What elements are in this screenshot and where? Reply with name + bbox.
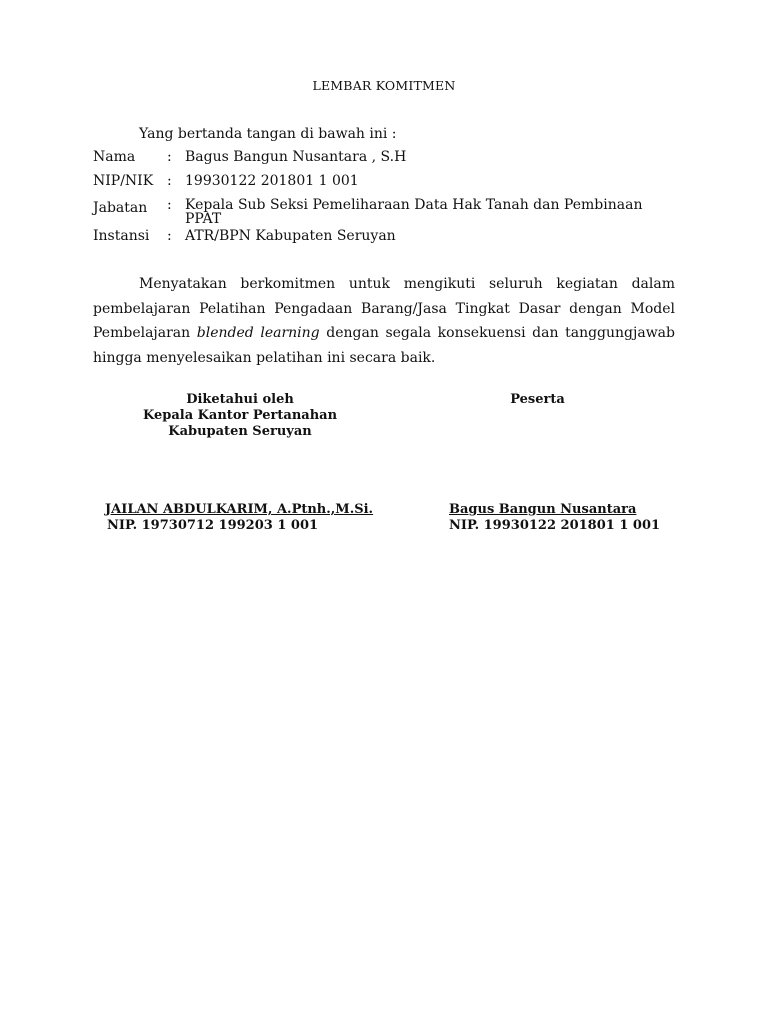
signatory-name-left: JAILAN ABDULKARIM, A.Ptnh.,M.Si. [105,502,374,517]
signature-heading: Peserta [510,392,565,407]
field-label: Nama [93,149,136,165]
field-label: Instansi [93,228,150,244]
signature-block-right [460,392,615,408]
field-value: 19930122 201801 1 001 [185,173,359,189]
statement-text: dengan segala konsekuensi dan tanggungjawab [319,325,675,341]
field-value-line1: Kepala Sub Seksi Pemeliharaan Data Hak Tanah dan Pembinaan [185,197,643,213]
statement-line: hingga menyelesaikan pelatihan ini secara baik. [93,349,436,366]
field-colon: : [167,228,172,244]
signatory-nip-left: NIP. 19730712 199203 1 001 [107,518,319,533]
signature-heading: Kepala Kantor Pertanahan [142,408,338,423]
field-colon: : [167,173,172,189]
signature-block-left [120,392,360,440]
statement-emphasis: blended learning [196,325,320,341]
document-title: LEMBAR KOMITMEN [312,78,456,93]
statement-line: pembelajaran Pelatihan Pengadaan Barang/Jasa Tingkat Dasar dengan Model [93,300,675,317]
statement-line [93,321,675,346]
field-value [185,198,665,226]
field-label: Jabatan [93,200,148,216]
signatory-name-right: Bagus Bangun Nusantara [449,502,637,517]
field-colon: : [167,197,172,213]
field-colon: : [167,149,172,165]
statement-text: Pembelajaran [93,325,197,341]
intro-text: Yang bertanda tangan di bawah ini : [139,126,397,142]
signature-heading: Diketahui oleh [186,392,294,407]
field-value: ATR/BPN Kabupaten Seruyan [185,228,396,244]
field-value-line2: PPAT [185,211,222,227]
statement-paragraph [93,272,675,370]
field-label: NIP/NIK [93,173,154,189]
statement-line: Menyatakan berkomitmen untuk mengikuti seluruh kegiatan dalam [139,276,675,292]
field-value: Bagus Bangun Nusantara , S.H [185,149,407,165]
signature-heading: Kabupaten Seruyan [168,424,312,439]
signatory-nip-right: NIP. 19930122 201801 1 001 [449,518,661,533]
